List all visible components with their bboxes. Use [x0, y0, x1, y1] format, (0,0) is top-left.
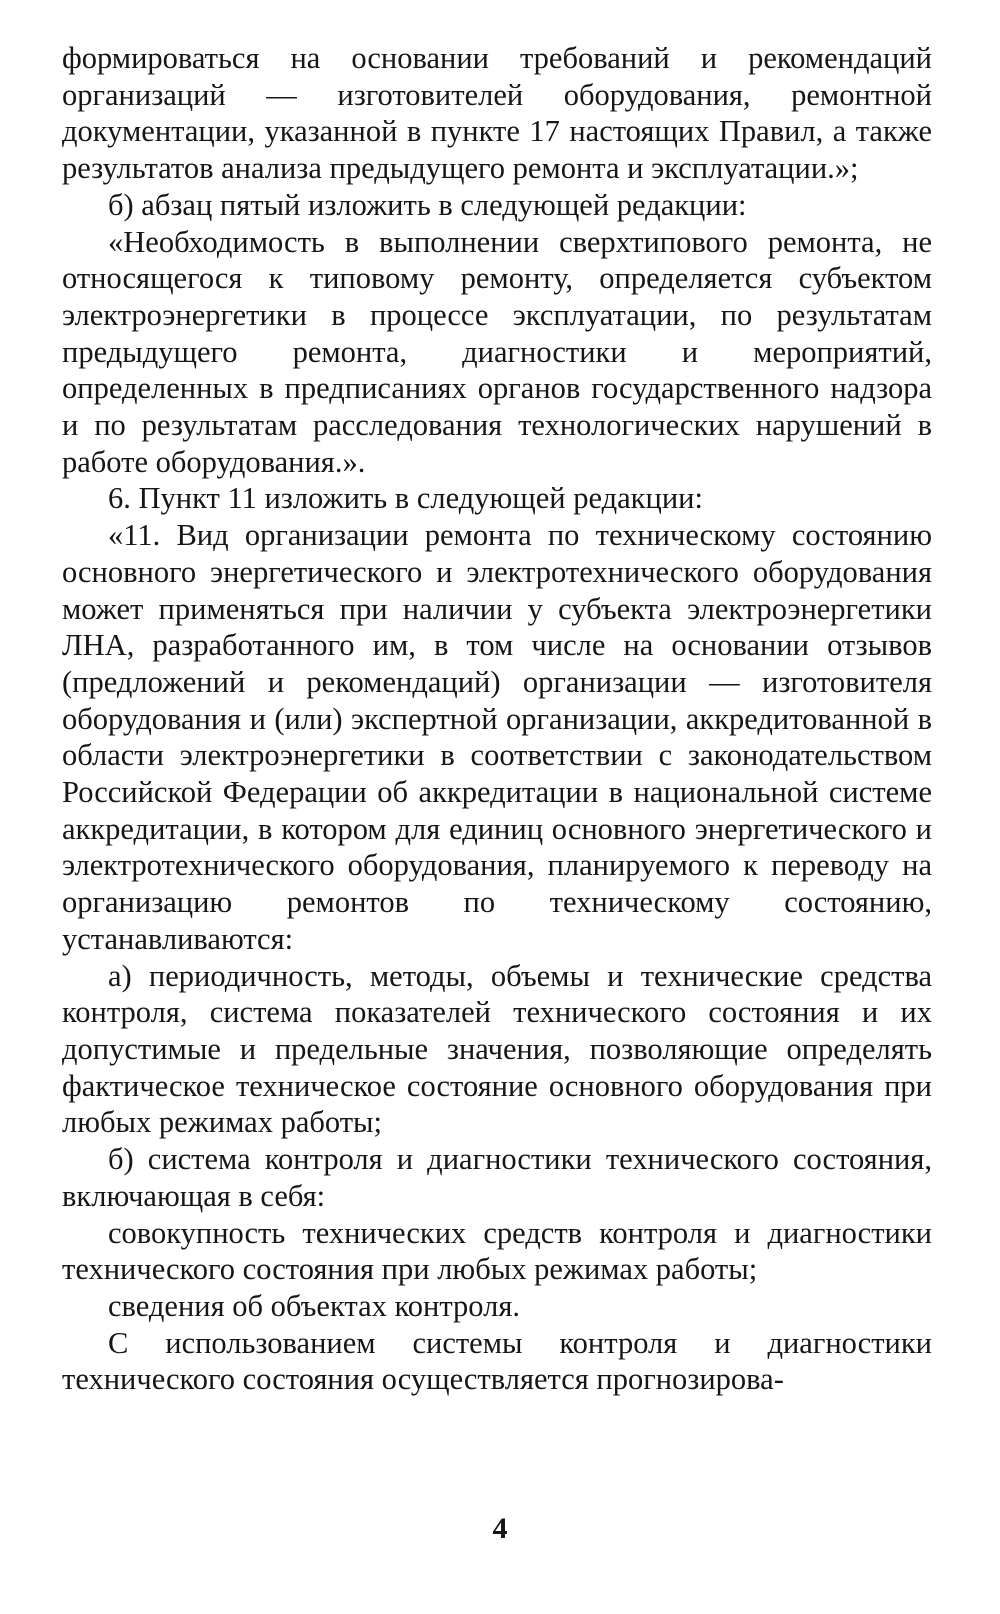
paragraph-objects: сведения об объектах контроля. [108, 1288, 521, 1323]
paragraph-subitem-b-system: б) система контроля и диагностики технического состояния, включающая в себя: [62, 1142, 932, 1213]
paragraph-means: совокупность технических средств контроля и диагностики технического состояния при любых режимах работы; [62, 1215, 932, 1287]
paragraph-item-11: «11. Вид организации ремонта по техническому состоянию основного энергетического и электротехнического оборудования может применяться при наличии у субъекта электроэнергетики ЛНА, разработанного им, в том числе на основании отзывов (предложений и рекомендаций) организации — изготовителя оборудования и (или) экспертной организации, аккредитованной в области электроэнергетики в соответствии с законодательством Российской Федерации об аккредитации в национальной системе аккредитации, в котором для единиц основного энергетического и электротехнического оборудования, планируемого к переводу на организацию ремонтов по техническому состоянию, устанавливаются: [62, 518, 932, 956]
paragraph-continuation: формироваться на основании требований и рекомендаций организаций — изготовителей оборудования, ремонтной документации, указанной в пункте 17 настоящих Правил, а также результатов анализа предыдущего ремонта и эксплуатации.»; [62, 41, 932, 186]
paragraph-forecasting: С использованием системы контроля и диагностики технического состояния осуществляется прогнозирова- [62, 1325, 932, 1397]
body-text [62, 40, 932, 1398]
paragraph-subitem-a: а) периодичность, методы, объемы и технические средства контроля, система показателей технического состояния и их допустимые и предельные значения, позволяющие определять фактическое техническое состояние основного оборудования при любых режимах работы; [62, 958, 932, 1140]
paragraph-quote-necessity: «Необходимость в выполнении сверхтипового ремонта, не относящегося к типовому ремонту, определяется субъектом электроэнергетики в процессе эксплуатации, по результатам предыдущего ремонта, диагностики и мероприятий, определенных в предписаниях органов государственного надзора и по результатам расследования технологических нарушений в работе оборудования.». [62, 224, 932, 479]
paragraph-item-6: 6. Пункт 11 изложить в следующей редакции: [108, 481, 703, 516]
page-number: 4 [492, 1512, 508, 1545]
paragraph-subitem-b: б) абзац пятый изложить в следующей редакции: [108, 187, 747, 222]
